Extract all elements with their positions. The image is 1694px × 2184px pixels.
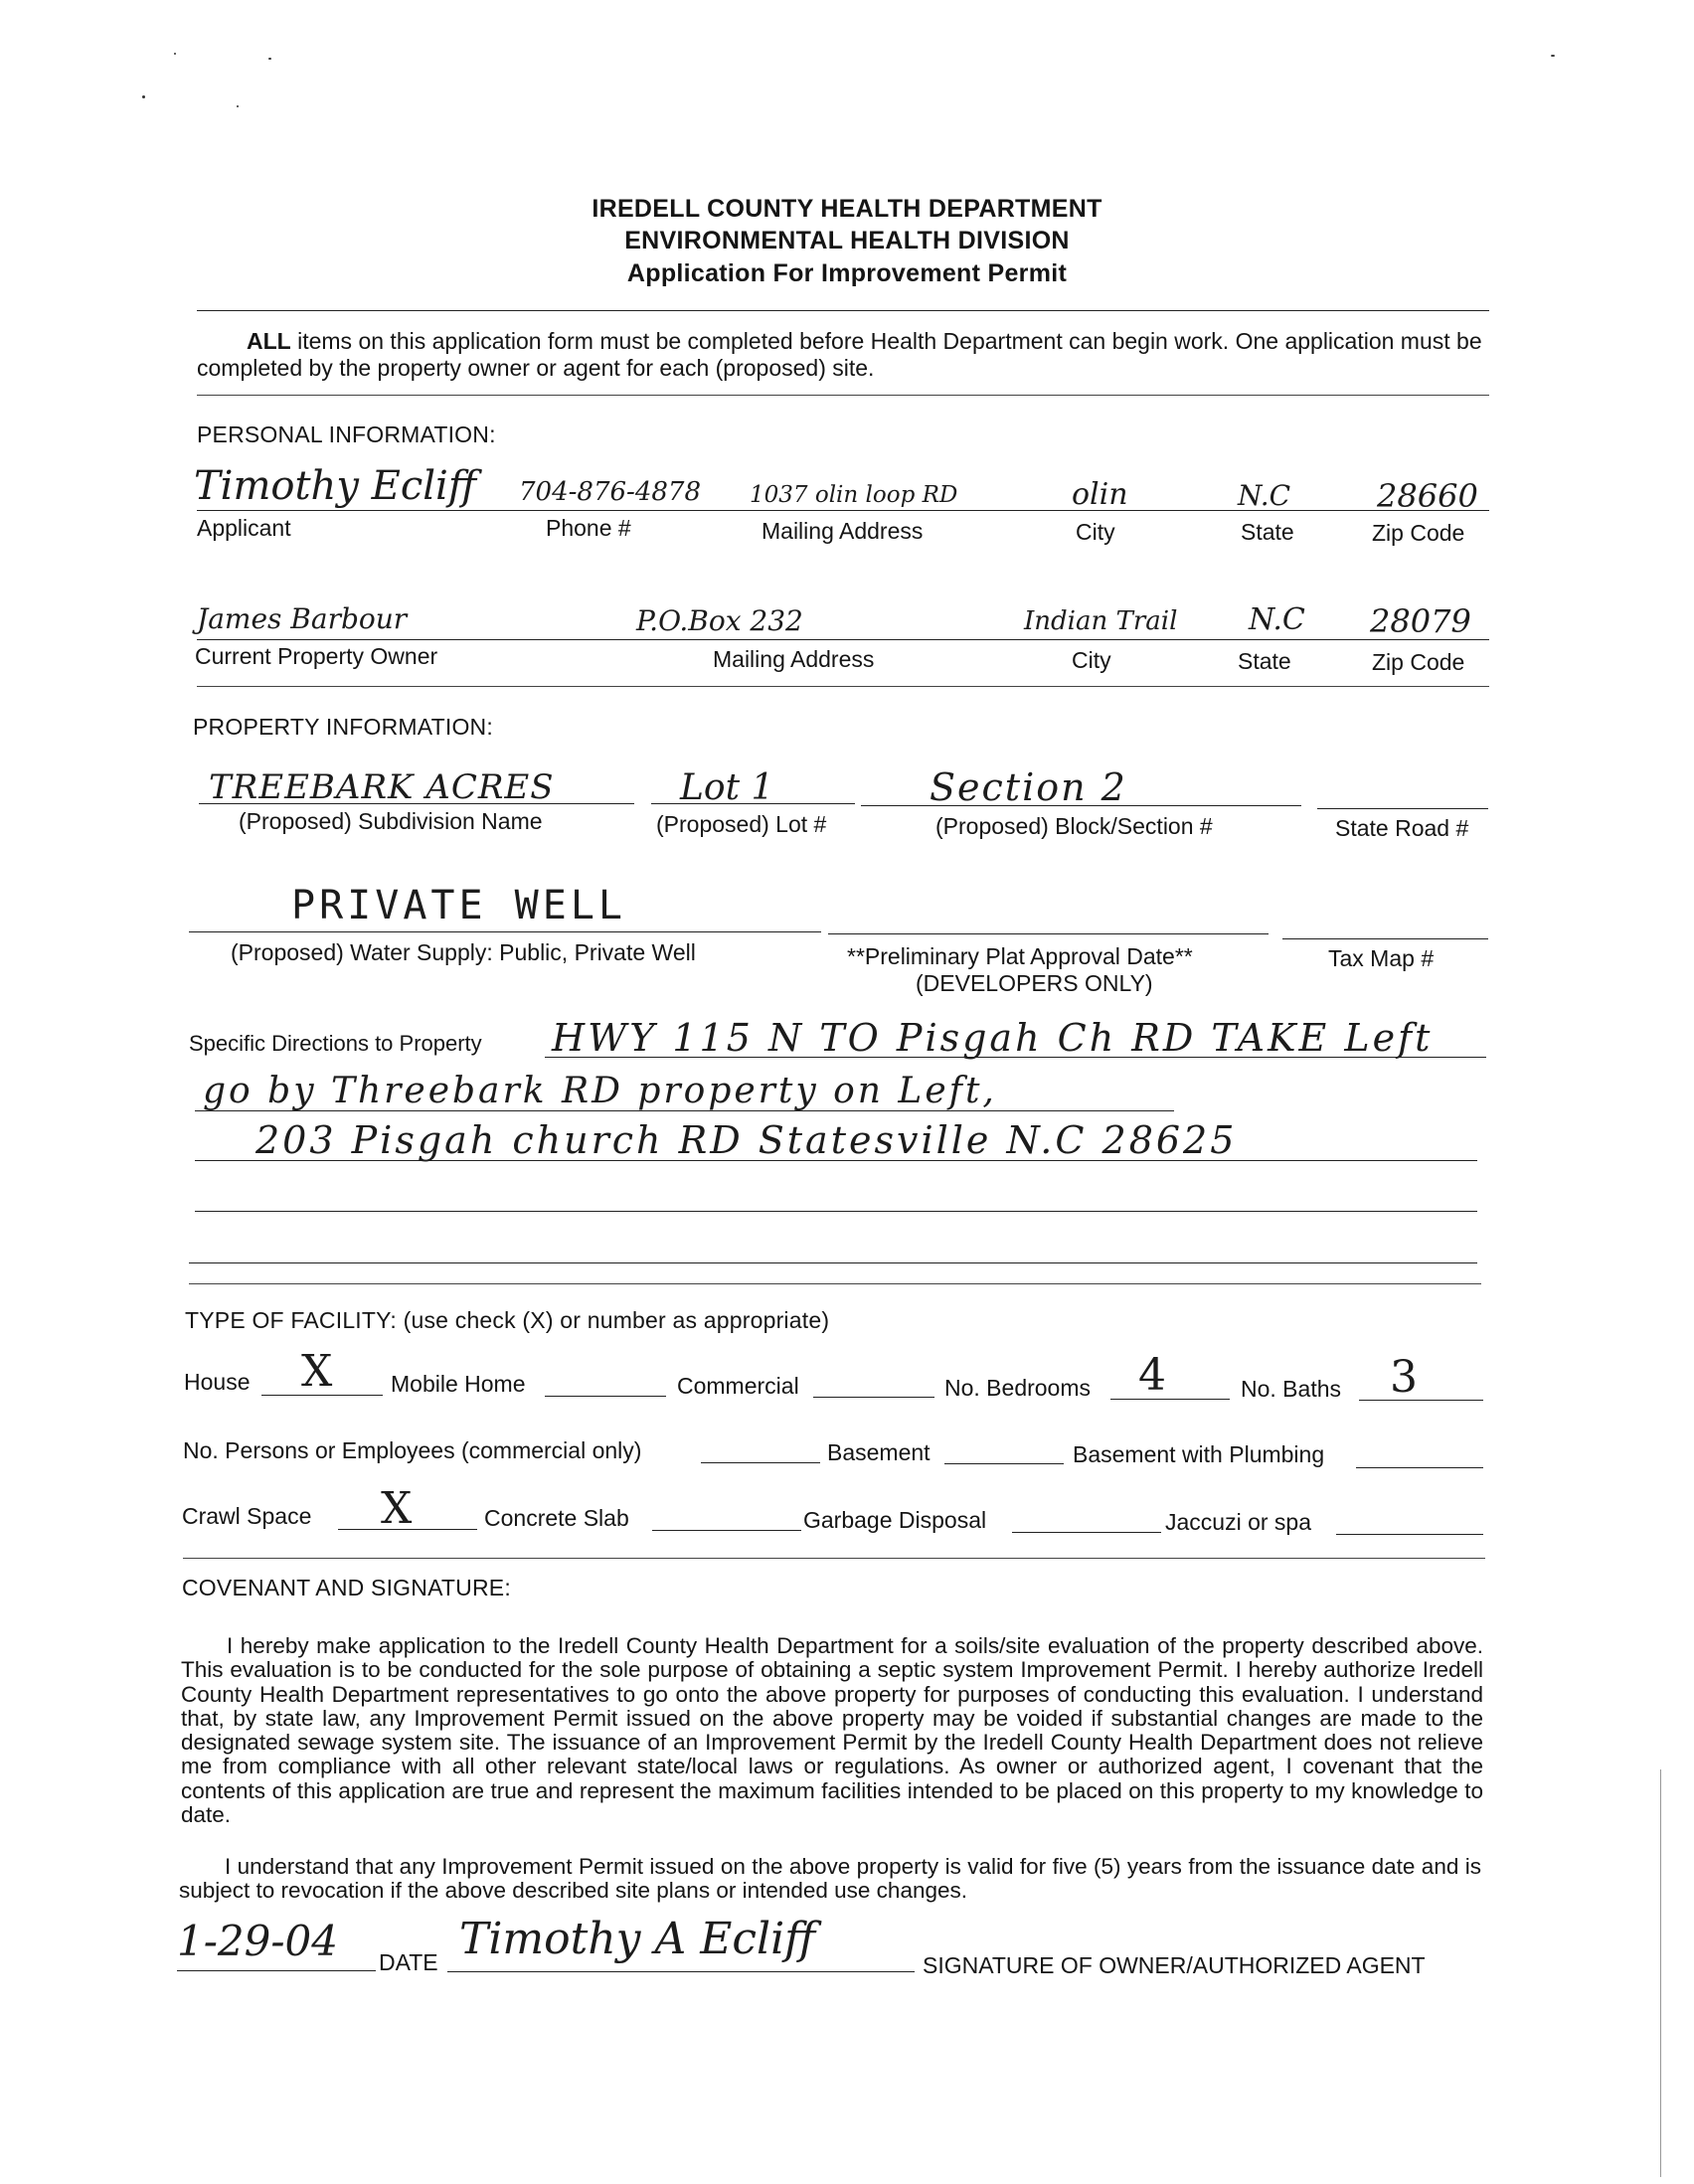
- lot-value: Lot 1: [680, 767, 774, 808]
- applicant-name: Timothy Ecliff: [194, 463, 477, 509]
- intro-bold: ALL: [247, 328, 291, 354]
- directions-rule-2: [195, 1110, 1174, 1111]
- subdivision-line: [199, 803, 634, 804]
- baths-value: 3: [1390, 1352, 1418, 1403]
- label-road: State Road #: [1335, 815, 1469, 841]
- facility-heading-row: [185, 1307, 829, 1334]
- date-line: [177, 1970, 376, 1971]
- facility-heading: TYPE OF FACILITY:: [185, 1307, 398, 1333]
- owner-state: N.C: [1249, 602, 1305, 637]
- persons-line: [701, 1462, 820, 1463]
- label-house: House: [184, 1369, 251, 1395]
- scan-speck: [1551, 55, 1555, 57]
- facility-heading-note: (use check (X) or number as appropriate): [403, 1307, 830, 1333]
- covenant-paragraph-1: I hereby make application to the Iredell County Health Department for a soils/site evaluation of the property described above. This evaluation is to be conducted for the sole purpose of obtaining a septic system Improvement Permit. I hereby authorize Iredell County Health Department representatives to go onto the above property for purposes of conducting this evaluation. I understand that, by state law, any Improvement Permit issued on the above property may be voided if substantial changes are made to the designated sewage system site. The issuance of an Improvement Permit by the Iredell County Health Department does not relieve me from compliance with all other relevant state/local laws or regulations. As owner or authorized agent, I covenant that the contents of this application are true and represent the maximum facilities intended to be placed on this property to my knowledge to date.: [181, 1633, 1483, 1828]
- label-mailing: Mailing Address: [762, 518, 924, 544]
- label-commercial: Commercial: [677, 1373, 799, 1399]
- water-value: PRIVATE WELL: [291, 883, 626, 928]
- jacuzzi-line: [1336, 1534, 1483, 1535]
- label-block: (Proposed) Block/Section #: [935, 813, 1213, 839]
- scan-speck: [237, 105, 239, 107]
- owner-line: [197, 639, 1489, 640]
- personal-heading: PERSONAL INFORMATION:: [197, 421, 496, 447]
- label-subdivision: (Proposed) Subdivision Name: [239, 808, 543, 834]
- commercial-line: [813, 1397, 934, 1398]
- header-division: ENVIRONMENTAL HEALTH DIVISION: [624, 227, 1070, 254]
- directions-rule-1: [545, 1057, 1486, 1058]
- bedrooms-value: 4: [1138, 1350, 1166, 1401]
- header-form-title: Application For Improvement Permit: [626, 259, 1068, 287]
- label-plat-note: (DEVELOPERS ONLY): [916, 970, 1153, 996]
- label-baths: No. Baths: [1241, 1376, 1341, 1402]
- label-basement: Basement: [827, 1439, 931, 1465]
- mobile-line: [545, 1396, 666, 1397]
- intro-rule: [197, 395, 1489, 396]
- baths-line: [1359, 1400, 1483, 1401]
- applicant-phone: 704-876-4878: [519, 477, 701, 507]
- directions-rule-4: [195, 1211, 1477, 1212]
- directions-line-1: HWY 115 N TO Pisgah Ch RD TAKE Left: [552, 1016, 1434, 1060]
- applicant-line: [197, 510, 1489, 511]
- applicant-city: olin: [1072, 477, 1128, 512]
- basement-plumbing-line: [1356, 1467, 1483, 1468]
- owner-zip: 28079: [1370, 602, 1471, 640]
- label-owner: Current Property Owner: [195, 643, 438, 669]
- directions-line-2: go by Threebark RD property on Left,: [203, 1071, 997, 1111]
- owner-city: Indian Trail: [1024, 606, 1178, 636]
- bedrooms-line: [1110, 1399, 1230, 1400]
- label-lot: (Proposed) Lot #: [656, 811, 827, 837]
- block-line: [861, 805, 1301, 806]
- header-department: IREDELL COUNTY HEALTH DEPARTMENT: [592, 195, 1102, 223]
- property-heading: PROPERTY INFORMATION:: [193, 714, 493, 740]
- intro-body: items on this application form must be completed before Health Department can begin work. One application must be completed by the property owner or agent for each (proposed) site.: [197, 328, 1482, 381]
- scan-speck: [142, 95, 145, 98]
- label-owner-state: State: [1238, 648, 1291, 674]
- basement-line: [944, 1463, 1064, 1464]
- scan-speck: [268, 58, 271, 60]
- directions-rule-3: [195, 1160, 1477, 1161]
- subdivision-value: TREEBARK ACRES: [209, 767, 555, 807]
- label-applicant: Applicant: [197, 515, 291, 541]
- scan-edge: [1660, 1769, 1661, 2177]
- plat-line: [828, 933, 1269, 934]
- label-bedrooms: No. Bedrooms: [944, 1375, 1092, 1401]
- road-line: [1317, 808, 1488, 809]
- label-jacuzzi: Jaccuzi or spa: [1165, 1509, 1312, 1535]
- applicant-zip: 28660: [1377, 477, 1478, 515]
- facility-rule: [183, 1558, 1485, 1559]
- signature-line: [447, 1971, 915, 1972]
- label-owner-zip: Zip Code: [1372, 649, 1465, 675]
- slab-line: [652, 1530, 801, 1531]
- crawl-value: X: [381, 1483, 413, 1534]
- scan-speck: [174, 53, 176, 55]
- label-taxmap: Tax Map #: [1328, 945, 1435, 971]
- owner-mailing: P.O.Box 232: [636, 604, 803, 637]
- label-mobile: Mobile Home: [391, 1371, 526, 1397]
- house-value: X: [301, 1346, 333, 1397]
- applicant-state: N.C: [1238, 479, 1291, 512]
- label-owner-city: City: [1072, 647, 1111, 673]
- directions-rule-5: [189, 1262, 1477, 1263]
- label-garbage: Garbage Disposal: [803, 1507, 987, 1533]
- taxmap-line: [1282, 938, 1488, 939]
- label-state: State: [1241, 519, 1294, 545]
- directions-line-3: 203 Pisgah church RD Statesville N.C 28625: [255, 1118, 1238, 1162]
- label-city: City: [1076, 519, 1115, 545]
- block-value: Section 2: [930, 765, 1127, 809]
- directions-rule-6: [189, 1283, 1481, 1284]
- covenant-heading: COVENANT AND SIGNATURE:: [182, 1575, 511, 1600]
- label-plat: **Preliminary Plat Approval Date**: [847, 943, 1193, 969]
- label-directions: Specific Directions to Property: [189, 1031, 482, 1056]
- owner-name: James Barbour: [197, 602, 408, 635]
- header-rule: [197, 310, 1489, 311]
- personal-rule: [197, 686, 1489, 687]
- label-crawl: Crawl Space: [182, 1503, 312, 1529]
- signature-value: Timothy A Ecliff: [459, 1914, 816, 1964]
- label-basement-plumbing: Basement with Plumbing: [1073, 1441, 1325, 1467]
- applicant-mailing: 1037 olin loop RD: [750, 482, 958, 508]
- label-water: (Proposed) Water Supply: Public, Private Well: [231, 939, 696, 965]
- label-date: DATE: [379, 1949, 438, 1975]
- covenant-paragraph-2: I understand that any Improvement Permit issued on the above property is valid for five (5) years from the issuance date and is subject to revocation if the above described site plans or intended use changes.: [179, 1854, 1481, 1904]
- label-signature: SIGNATURE OF OWNER/AUTHORIZED AGENT: [923, 1952, 1426, 1978]
- lot-line: [651, 803, 855, 804]
- date-value: 1-29-04: [177, 1917, 338, 1965]
- label-slab: Concrete Slab: [484, 1505, 629, 1531]
- label-persons: No. Persons or Employees (commercial only): [183, 1437, 642, 1463]
- intro-text: [197, 328, 1489, 382]
- label-owner-mailing: Mailing Address: [713, 646, 875, 672]
- label-phone: Phone #: [546, 515, 631, 541]
- label-zip: Zip Code: [1372, 520, 1465, 546]
- garbage-line: [1012, 1532, 1161, 1533]
- water-line: [189, 931, 821, 932]
